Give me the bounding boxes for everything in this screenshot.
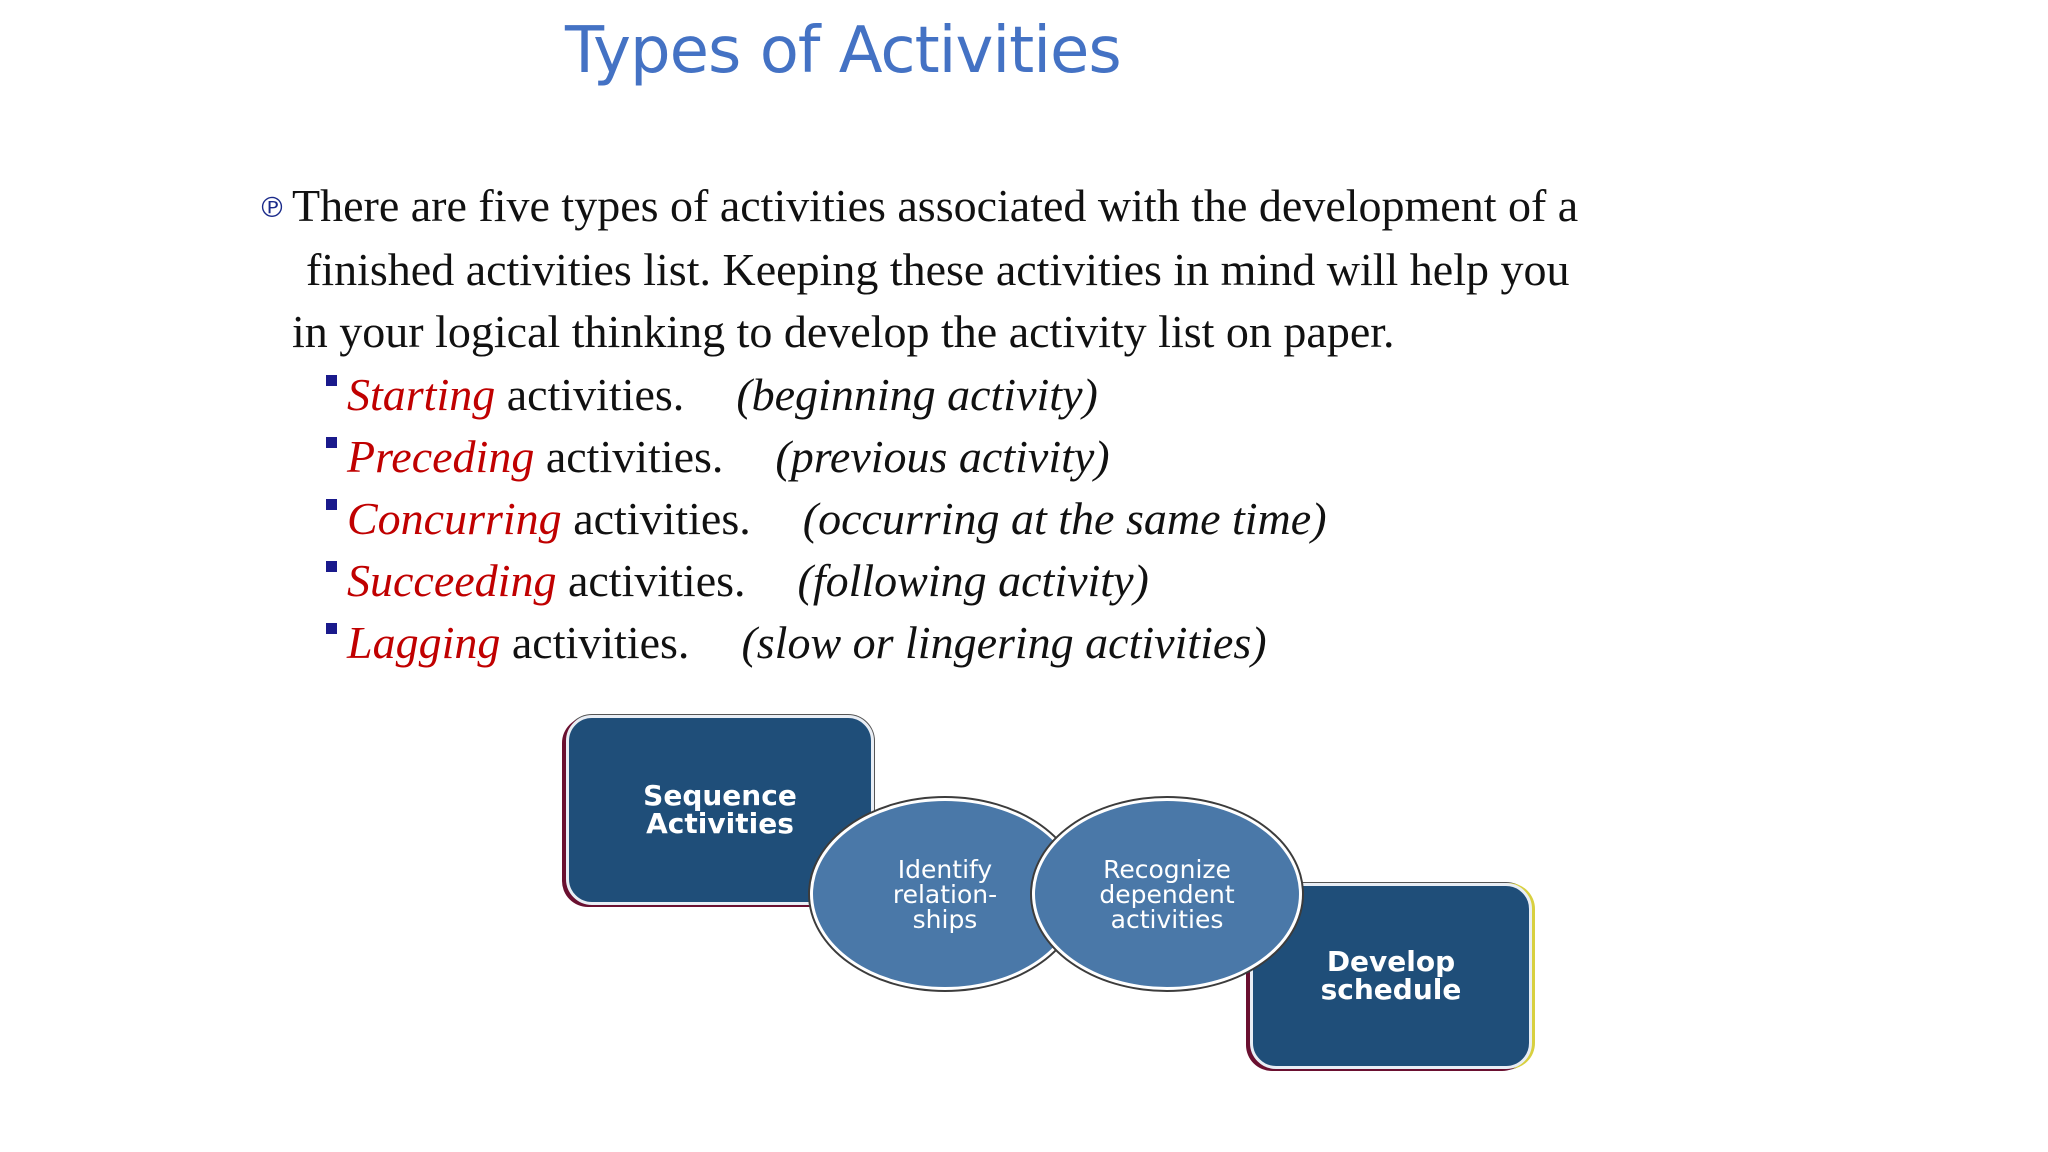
item-note: (previous activity) — [775, 431, 1110, 482]
intro-line-1 — [258, 175, 1818, 239]
item-note: (occurring at the same time) — [802, 493, 1327, 544]
intro-line-3: in your logical thinking to develop the activity list on paper. — [292, 306, 1395, 357]
list-item-concurring — [326, 488, 1327, 550]
square-bullet-icon — [326, 623, 337, 634]
item-suffix: activities. — [556, 555, 746, 606]
item-suffix: activities. — [561, 493, 751, 544]
circle-label-line: Identify — [897, 854, 993, 884]
circle-label-line: relation- — [892, 879, 998, 909]
circle-label-line: dependent — [1099, 879, 1235, 909]
slide-title: Types of Activities — [565, 14, 1121, 88]
item-suffix: activities. — [495, 369, 685, 420]
list-item-starting — [326, 364, 1327, 426]
item-keyword: Preceding — [347, 431, 535, 482]
process-diagram — [560, 715, 1540, 1075]
item-keyword: Starting — [347, 369, 496, 420]
item-keyword: Lagging — [347, 617, 501, 668]
box-label-line: Develop — [1326, 945, 1456, 978]
list-item-lagging — [326, 612, 1327, 674]
list-item-preceding — [326, 426, 1327, 488]
item-keyword: Concurring — [347, 493, 562, 544]
item-suffix: activities. — [534, 431, 724, 482]
box-label-line: schedule — [1320, 973, 1462, 1006]
square-bullet-icon — [326, 375, 337, 386]
activity-types-list — [326, 364, 1327, 674]
circle-label-line: activities — [1110, 904, 1224, 934]
intro-paragraph — [258, 175, 1818, 363]
p-bullet-icon: ℗ — [258, 191, 286, 224]
list-item-succeeding — [326, 550, 1327, 612]
item-suffix: activities. — [500, 617, 690, 668]
square-bullet-icon — [326, 561, 337, 572]
intro-text-1: There are five types of activities associated with the development of a — [292, 180, 1579, 231]
square-bullet-icon — [326, 499, 337, 510]
item-note: (beginning activity) — [736, 369, 1098, 420]
box-label-line: Sequence — [643, 779, 797, 812]
item-note: (slow or lingering activities) — [741, 617, 1267, 668]
circle-label-line: ships — [912, 904, 978, 934]
item-keyword: Succeeding — [347, 555, 557, 606]
intro-line-2: finished activities list. Keeping these activities in mind will help you — [306, 244, 1570, 295]
circle-label-line: Recognize — [1103, 854, 1231, 884]
box-label-line: Activities — [646, 807, 794, 840]
item-note: (following activity) — [797, 555, 1149, 606]
square-bullet-icon — [326, 437, 337, 448]
recognize-dependent-circle — [1032, 798, 1302, 990]
